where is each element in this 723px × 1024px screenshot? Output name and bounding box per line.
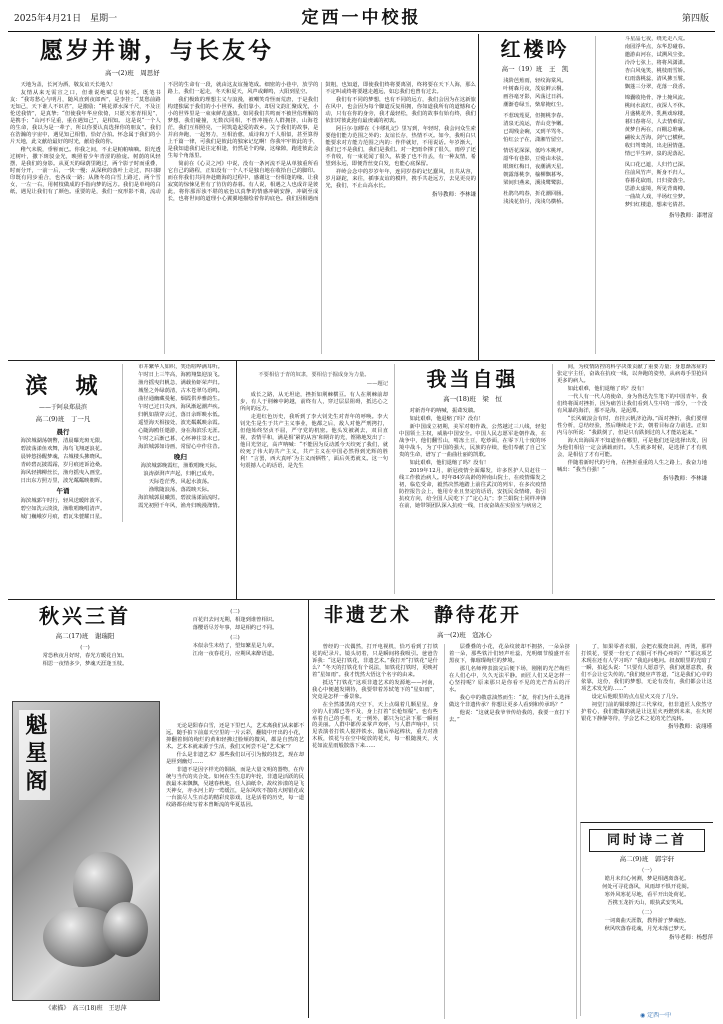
poem-line: 城堡之外绿荫清，古木苍翠鸟语鸣。 xyxy=(138,387,223,394)
poem-line: 韶华有巷影，豆菀由未弦。 xyxy=(503,155,567,162)
article-title: 非遗艺术 静待花开 xyxy=(324,604,523,626)
divider-v1 xyxy=(478,34,479,360)
poem-line: 杜鹃鸟鸣春，折花潮回肠。 xyxy=(503,190,567,197)
paragraph: 什么是非遗艺术？那些我们以可引为傲的技艺，现在却是匣到幽灯…… xyxy=(166,751,304,765)
article-title: 同时诗二首 xyxy=(589,829,705,852)
poem-line: 寒外风寒花尽地，看平开出处荷花。 xyxy=(604,891,690,898)
poem-line: 南园浮华点，东华思碰春。 xyxy=(624,43,689,50)
poem-line: 一词离曲天涯散，教得游子梦魂连。 xyxy=(604,917,690,924)
paragraph: 对新青年的呐喊，振聋发聩。 xyxy=(409,407,479,414)
poem-line: 飘蓬三分翠，花落一段香。 xyxy=(624,83,689,90)
paragraph: 新中国成立初期，美军对朝作战，公然越过三八线，轻犯中国领土主权，威胁中国安全。中国人民志愿军赴朝作战，在战争中，他们翻雪山，啃冻土豆，吃炒面，在零下几十度的环境中战斗，为了中国的强大，民族的存续，他们奉献了自己宝贵的生命，谱写了一曲曲壮丽的凯歌。 xyxy=(399,423,546,458)
article-body xyxy=(10,82,476,354)
paragraph: 曾经的一次偶然，打开电视机，恰巧看到了打铁花的纪录片。镜头切着，只是瞬间将我吸引。爸爸告诉我：“这是打铁花，非遗艺术。”我打开“打铁花”是什么？“冬天的打铁花有个说法，如铁花打铁时，更映衬着“星如雨”。我才恍然大悟这个名字的由来。 xyxy=(312,643,438,678)
article-title: 秋兴三首 xyxy=(39,604,131,628)
poem-2 xyxy=(166,609,304,658)
tutor-credit: 指导老师：杨想萍 xyxy=(668,934,713,941)
bincheng-col-1 xyxy=(10,364,116,522)
poem-line: 午时之后渐已暮，心怀神往景未已。 xyxy=(138,435,223,442)
poem-line: 已凋残金碗，又到羊骂冬。 xyxy=(503,128,567,135)
paragraph: 间，为疫情防控的科学决策贡献了重要力量；身患渐冻症的张定宇主任，奋战在抗疫一线，以奔跑的姿势，从病毒手里抢回更多的病人。 xyxy=(557,364,707,384)
stanza xyxy=(481,148,589,187)
paragraph: 成长之路，从无坦途，挫折如荆棘横亘。有人在荆棘前却步，有人于荆棘中跨越，前终有人，穿过层层阻碍，抵达心之所向的远方。 xyxy=(240,391,388,412)
article-byline: 高二(9)班 郭宇轩 xyxy=(619,855,675,864)
ziqiang-col-2 xyxy=(394,364,546,594)
poem-line: 落樱语尽芳年事，却是相约已不同。 xyxy=(192,624,278,631)
feiyi-col-2 xyxy=(444,644,570,1019)
qiuxing-col-1 xyxy=(10,603,160,669)
poem-line: 皓月未归心何测，梦是相遇离落花。 xyxy=(604,875,690,882)
paragraph: 2019年12月，新冠疫情全面爆发，许多医护人员赶往一线工作救治病人。时年84岁高龄的钟南山院士，在疫情爆发之初，临危受命，毅然决然地踏上前往武汉的列车，在多次疫情防控报告会上，他用专业且坚定的话语，安抚民众情绪，指引抗疫方向，给全国人民吃下了“定心丸”；李兰娟院士同样冲锋在前，她带领团队深入抗疫一线，日夜奋战在实验室与病房之 xyxy=(399,467,546,509)
poem-line: 画谷毫牙影，风荡过日斜。 xyxy=(503,93,567,100)
poem-line: 往前风竹声，斯身不归人。 xyxy=(624,169,689,176)
poem-lines xyxy=(10,653,160,668)
poem-line: 浅阶芭蕉雨，轻纹海棠风。 xyxy=(503,77,567,84)
poem-number: （一） xyxy=(639,867,655,874)
paragraph: 设定后他眼里的点点星火又亮了几分。 xyxy=(591,693,682,700)
poem-line: 黄梦自两在，百棚总堆裹。 xyxy=(624,126,689,133)
image-caption: 《素描》 高三(18)班 王思萍 xyxy=(45,1005,127,1012)
article-bincheng xyxy=(10,364,234,596)
paragraph: 如此艰难，他们退缩了吗？没有！ xyxy=(409,459,490,466)
page-label: 第四版 xyxy=(681,14,709,24)
poem-line: 斗星晶七夜，绕光走八荒。 xyxy=(624,36,689,42)
poem-line: 叶树森月夜，茂宸鲜云桐。 xyxy=(503,85,567,92)
article-title: 滨 城 xyxy=(25,374,101,399)
stanza xyxy=(481,113,589,144)
paragraph: 抵达“打铁花”这项非遗艺术的发源地——河南，我心中便越发期待，我要带着苏轼笔下的“星如雨”，究竟是怎样一番景象。 xyxy=(312,679,438,700)
article-body-2 xyxy=(399,408,546,510)
poem-line: 情语花深深，低吟木桃坪。 xyxy=(503,147,567,154)
poem-line: 一曲故人戏，半场红尘梦。 xyxy=(624,193,689,200)
poem-line: 常恐秋夜月好时，春光方暖花自知。 xyxy=(42,652,128,659)
poem-noon-cont xyxy=(127,364,234,451)
bincheng-col-2 xyxy=(122,364,234,522)
poem-number: (三) xyxy=(230,634,240,641)
poem-line: 午时已过日失西，海风渐起潮声疾。 xyxy=(138,403,223,410)
poem-line: 海滨城郭如诗画，常留心中作往昔。 xyxy=(138,443,223,450)
tutor-credit: 指导教师：漆增富 xyxy=(668,212,713,219)
paragraph: 祥岭会念中的岁岁年年，连同岁春的记忆蠢风，且共从容，岁月蹉跎，来往，插事友谊的模样，携手共赴远方，去见更亮的光，我们，不止山高水长。 xyxy=(325,168,476,189)
poem-col-2 xyxy=(595,36,713,354)
article-title: 红楼吟 xyxy=(500,37,570,61)
section-morning: 晨行 xyxy=(56,427,70,436)
poem-col-1 xyxy=(481,36,589,354)
feiyi-col-1 xyxy=(312,644,438,1019)
paragraph: 非遗不是因字样光的铜锅，而是大量文明的器物，在传统与当代的夹合处。如何在生生息的年轮，非遗是活跃的民族最本来飘飘，吴越春秋地，任人油纸伞，故纹涉漾的是飞天神女，亦水河上的一莺缓江，是东风吹不散的大树银花或一台演尽人生百态的精彩皮影戏，这是活着的历史，每一道纹路都在续写着本曾断流的华夏基因。 xyxy=(166,766,304,808)
article-friendship xyxy=(10,36,476,358)
poem-line: 海滨城郭晨曦黑，碧波荡漾涌流时。 xyxy=(138,495,223,502)
poem-line: 归帆如箭穿云过，落日余晖映水低。 xyxy=(138,411,223,418)
masthead xyxy=(8,6,715,32)
stanza xyxy=(600,162,713,209)
section-noon: 午诵 xyxy=(56,487,70,495)
poem-1 xyxy=(10,645,160,668)
poem-line: 城门巍峨岁月痕，碧瓦朱甍耀日星。 xyxy=(20,513,106,520)
stanza xyxy=(600,95,713,158)
poem-line: 渔舟摇曳归帆急，满载鱼虾荣声归。 xyxy=(138,379,223,386)
paragraph: 伴随着新时代的号角，在挫折重重的人生之路上，我奋力地喊出：“我当自强！” xyxy=(557,459,707,473)
article-byline: 高一(18)班 梁 恒 xyxy=(443,395,502,404)
paragraph: 了，如果零者衣服，会把衣服烧出洞，再烫，那样打铁花，要要一份无了衣服可不得心疼吗？”“那这项艺术现在还有人学习吗？”我追问地问。叔叔眼里的光暗了一瞬，拍起头说：“只要有人愿意学，我们就愿意教，我们不会让它失传的。”我们便应声答道，“这是我们心中的依靠，这份，我们的梦想，无论有没有，我们都会让这项艺术发光的……” xyxy=(581,643,712,692)
poem-lines xyxy=(581,918,713,933)
poem-line: 日出东方照万里，波光粼粼映朝晖。 xyxy=(20,478,106,485)
poem-morning xyxy=(10,438,116,485)
epigraph: 不要相信于青的奴隶，要相信于掘成身为力量。 xyxy=(258,372,370,378)
logo-icon: ◉ xyxy=(640,1012,646,1019)
poem-line: 海风轻拂柳丝长，渔舟摇曳入画堂。 xyxy=(20,470,106,477)
poem-line: 怕红公子在，潇湘竹留空。 xyxy=(503,136,567,143)
poem-line: 相思一夜情多少，梦魂天涯逢玉枝。 xyxy=(42,660,128,667)
article-ziqiang xyxy=(240,364,713,596)
stanza xyxy=(481,78,589,109)
poem-stanzas-2 xyxy=(600,36,713,209)
paragraph: 如此艰难，他们退缩了吗？没有！ xyxy=(567,385,648,392)
poem-line: 青砖碧瓦披霞霜，岁月痕迹诉沧桑。 xyxy=(20,462,106,469)
sketch-image xyxy=(12,701,160,1001)
article-title: 愿岁并谢，与长友兮 xyxy=(40,38,274,64)
poem-line: 海滨城湖荡朝瞥，清晨曝光斑无限。 xyxy=(20,438,106,445)
article-honglou xyxy=(481,36,713,358)
poem-evening xyxy=(127,463,234,510)
poem-line: 泠泠七弦上，将将风潇潇。 xyxy=(624,59,689,66)
poem-line: 心随海鸥任遨游，身在海滨乐无涯。 xyxy=(138,427,223,434)
poem-line: 思游太虚境，所见背离樽。 xyxy=(624,185,689,192)
feiyi-col-3-body xyxy=(581,644,712,723)
poem-line: 碧空如洗云淡淡，渔歌唱晚唱清声。 xyxy=(20,505,106,512)
poem-line: 市井繁华人如织，笑语喧哗满耳听。 xyxy=(138,364,223,370)
epigraph-attr: ——题记 xyxy=(366,380,388,387)
poem-line: 霞光初照千年风，渔舟归晚漫涤情。 xyxy=(138,503,223,510)
poem-line: 浅浅花拾月，浅浅鸟横桥。 xyxy=(503,198,567,205)
poem-line: 潮渐卷绿玉，柴扉掩红尘。 xyxy=(503,101,567,108)
paragraph: 一代人有一代人的使命，身为鲁迅先生笔下的中国青年，我们终将面对挫折，因为痛苦让我们看到人生中的一部分，一个没有风暴的海洋，那不是海，是泥潭。 xyxy=(557,393,707,414)
poem-line: 凤口花已遮，人归竹已深。 xyxy=(624,161,689,168)
paragraph: 那几名师傅表演完后便下场，刚刚的光芒绚烂在人们心中，久久无法平静。而匠人们又是怎样一心坚持呢？原来那只是你看不见的光芒背后的汗水。 xyxy=(449,665,570,693)
poem-line: 梦归红楼道，想来宅倩甚。 xyxy=(624,201,689,208)
article-byline: 高一(2)班 寇冰心 xyxy=(437,631,492,640)
poem-line: 收归驾鸯剑，出走困情蓬。 xyxy=(624,142,689,149)
footer-logo xyxy=(640,1012,720,1023)
poem-line: 梁间归燕来，溪浅鹭鹭影。 xyxy=(503,179,567,186)
logo-text: 定西一中 xyxy=(647,1012,672,1019)
poem-lines xyxy=(581,876,713,907)
paragraph: 海大出海面并不知道鱼在哪里，可是他们还是选择出发，因为他们相信一定会满载而归。人生就多时候，是选择了才有机会，是相信了才有可能。 xyxy=(557,437,707,458)
tutor-credit: 指导教师：李林谦 xyxy=(431,191,476,198)
article-byline: 高二(9)班 丁一凡 xyxy=(35,414,91,423)
issue-date: 2025年4月21日 星期一 xyxy=(14,14,118,24)
poem-line: 海滨城郭午时行，轻风送暖阵波平。 xyxy=(20,497,106,504)
divider-v3 xyxy=(308,600,309,1018)
poem-line: 吾携玉龙折天山，眼执武安笑风。 xyxy=(607,899,687,906)
pot-shape xyxy=(103,902,148,957)
poem-line: 翩妆太苦海，剑气已横秋。 xyxy=(624,134,689,141)
paragraph: 他说：“这就是我爷爷传给我的，我要一直打下去。” xyxy=(449,709,570,723)
qiuxing-col-2 xyxy=(166,603,304,669)
poem-line: 百花归去问无期，相逢到谁曾相识。 xyxy=(192,616,278,623)
poem-line: 碧波荡漾鱼欢舞，海鸟飞翔逐浪花。 xyxy=(20,446,106,453)
paragraph: 稚气未脱，垂髫而已。你我之间，不止是帕帕嘀嘀。阳光透过树叶，撒下斑驳金光，映照着少年青涩的脸庞。树荫的风轻摆，是我们的身影。从夏天的绿荫里跑过，两个影子时而重叠，时而分开，一前一后，一快一慢；从深秋的落叶上走过，四只脚印既有同步重合，也各成一路；从隆冬的白雪上路过，两个雪女，一左一右，用树枝做成的手指向梦的远方。我们是单纯的白纸，遇见让我们有了颜色。重要的是，我们一度形影不离，流动不居的生命有一段，就由这友谊撞笔成。细密的小巷中，放学的路上，我们一起走，冬天和夏天，风声或蝉鸣，大阳到星空。 xyxy=(10,81,319,195)
paragraph: “长风破浪会有时，直挂云帆济沧海。”面对挫折，我们要理性分析，总结经验，然后继续走下去，朝着目标奋力前进。正如内马尔所说：“我跌倒了，但是只有跌倒过的人才能站起来。” xyxy=(557,415,707,436)
poem-line: 午时日上三竿高，海鸥翔集迎浪飞。 xyxy=(138,371,223,378)
article-tongshi xyxy=(580,822,713,1016)
poem-line: 红雨落桃蕊，清风拂玉鬟。 xyxy=(624,75,689,82)
poem-line: 眼斑红梅日，夜潮满天星。 xyxy=(503,163,567,170)
paragraph: 阿巨尔·加缪在《卡缪札记》里写到，年轻时，我会问众生索要他们能力范围之外的；友谊长存，热情不灭。如今，我明白只能要求对方能力范围之内的：作伴就好，不用说话。年岁渐大，我们已不是我们，我们是我们。对一把雨伞撑了很久，雨停了还不肯收，有一束花闻了很久，枯萎了也不肯丢，有一种友情，希望到永远，即便背丝变白发，也能心底保留。 xyxy=(325,125,476,167)
poem-number: (二) xyxy=(230,609,240,615)
paragraph: 无论是阳春白雪，还是下里巴人，艺术离我们从来都不远。随手拍下前嘉天空里的一片云彩，翻镜中开出的小花，抑翻着倒的绚烂的黄和轻拂过脸颊的微风，都是自然的艺术。艺术本就来源于生活，我们又何尝不是“艺术家”？ xyxy=(166,723,304,750)
poem-line: 春暮花砍雨，日归姿落尘。 xyxy=(624,177,689,184)
poem-line: 清泉无流运，青山竞争嫩。 xyxy=(503,120,567,127)
article-byline: 高一(2)班 周思妤 xyxy=(105,69,160,78)
paragraph: 天地为盖，长河为酒，敬友谊天长地久！ xyxy=(20,81,116,88)
stanza xyxy=(481,191,589,206)
poem-line: 锦囊收艳骨，净土掩风流。 xyxy=(624,94,689,101)
section-evening: 晚归 xyxy=(174,452,187,461)
poem-line: 何处可寻花落风，风雨却不惧开花阁。 xyxy=(601,883,693,890)
poem-line: 桃间水流红，夜深人不休。 xyxy=(624,102,689,109)
poem-line: 不惹琉莲夏，但拥桃李春。 xyxy=(503,112,567,119)
stanza xyxy=(600,36,713,91)
paragraph: 祠堂门前的铜球擦过三代掌纹，但非遗匠人依然守护着心，我们能做的就是让这星火再燃到未来，在火树银花下静静等待，学会艺术之花的光芒流转。 xyxy=(581,701,712,722)
article-byline: 高一（19）班 王 凯 xyxy=(501,65,569,74)
paragraph: 我们有不同的梦想，也有不同的远方，我们会因为在这新旅在风中，也会因为每个脚道反复相拥，你如道我所有的道憾和心动，只有在你的身旁，我才最轻松，我们的故事有始有终，我们依旧对彼此抱有最虔诚的初衷。 xyxy=(325,96,476,124)
poem-line: 月盛桃花外，乳燕戏琼楼。 xyxy=(624,110,689,117)
article-body xyxy=(240,392,388,470)
divider-v2 xyxy=(236,361,237,599)
paper-name: 定西一中校报 xyxy=(301,8,422,28)
poem-1 xyxy=(581,868,713,933)
poem-line: 曲径通幽藏曼秘，烟霞供养雅韵生。 xyxy=(138,395,223,402)
paragraph: 简前在《心灵之河》中说，没有一条河流不是从单独重所看它自己的路程，正如没有一个人不是独自地在收拾自己的脚印。而在你我们共同奔赴瞻海的过程中，感谢这一份相逢的缘，让我寂寞的惊悚见世有了彷彷的春暮。有人说，相遇之人也成许是彼此，将你那浑浊不堪的底色以真挚的情感冲刷安静，冲刷至成长，也将世间的道理小心翼翼地描绘着你的底色。我们因相遇而鼓粗，也知道，即使我们终将要离别，终将要在天下人海，那么不定叫或终将要越走越远，如忘我们也曾有过去。 xyxy=(167,81,476,202)
poem-line: 渔歌随浪荡，落霞映天际。 xyxy=(148,487,213,494)
poem-lines xyxy=(166,617,304,632)
poem-line: 邀游由河在，试溯风尘张。 xyxy=(624,51,689,58)
divider-h1 xyxy=(8,360,715,361)
poem-line: 江南一夜春花月，应期风来醉语道。 xyxy=(192,650,278,657)
paragraph: 友情从来无需宣之口，但谁说绝赋总有转托。既笔书友：“我寄愁心与明月，随风直到夜郎西”，是李挂；“莫愁前路无知己，天下谁人不识君”，是激励；“桃花潭水深千尺，不及汪伦送我情”，是真挚；“但使我年华应依倚，只愿天寒青相见”，是携手；“山河不足重，重在遇知己”，是相知。 这是说“一个人的生命，我以为是一辈子，所以你要认真选择你的朋友”。我们在浩瀚的宇宙中，遇见知己相惜，恰好合拍。怀念属于我们的小片天地，此文献给最好的时光，献给我的你。 xyxy=(10,89,161,145)
poem-line: 秋风吹落春花魂，月光未落已梦天。 xyxy=(604,925,690,932)
poem-line: 杏白风兔笑，桃枝雨雪娇。 xyxy=(624,67,689,74)
paragraph: 走进红色历史，我听到了李大钊先生对青年的呼唤。李大钊先生是生于共产主义事业，他都之后，敌人对他严刑拷打，但他始终坚贞不屈，严守党的机密。他头发被剥去，双目直视，表情平和，满是相‘紧的从容’和期许的光，铿锵地发出了：他目光坚定，高声呐喊：“不能因为反动派今天绞死了我们，就绞死了伟大的共产主义，共产主义在中国必然得到光辉的胜利！”言罢，西大真呼‘为主义而牺牲’，面后英勇就义。这一句句震撼人心的话语，是先生 xyxy=(240,413,388,469)
poem-number: (一) xyxy=(80,644,90,651)
poem-line: 浪涛澎湃声声起，归帆已成舟。 xyxy=(143,471,218,478)
article-subtitle: ——于阿泉郑晨滨 xyxy=(38,404,87,412)
poem-stanzas xyxy=(481,78,589,206)
paragraph: 在全然漆黑的天空下，天上点缀着几颗星星，身旁的人们都已等不及，身上打着“长枪短棍”。也有些举着自己的手机，无一例外，都只为记录下那一瞬间的美丽。人群中都传来掌声欢呼，与人群声响中，只见表演者打铁人搅拌铁水，随后举起棒状，重力对准木板，铁花与在空中绽放的花火，每一根随漫天，火花如流星雨般散落下来…… xyxy=(312,701,438,750)
poem-number: （二） xyxy=(639,909,655,916)
paragraph: 如此艰难，他退缩了吗？没有！ xyxy=(409,415,484,422)
non-heritage-left-col xyxy=(166,723,304,1013)
paragraph: 我心中的敬意油然而生：“叔，你们为什么选择做这个非遗传承？你想让更多人看到和传承吗？” xyxy=(449,694,570,708)
poem-line: 晨钟悠扬醒梦魂，古城楼头拂晓风。 xyxy=(20,454,106,461)
poem-lines xyxy=(166,643,304,658)
article-body-3 xyxy=(557,364,707,474)
image-title: 魁星阁 xyxy=(19,710,50,800)
poem-noon xyxy=(10,498,116,521)
ziqiang-col-3 xyxy=(552,364,707,594)
divider-h2 xyxy=(8,599,715,600)
poem-line: 天际苍茫秀，风起水波荡。 xyxy=(148,479,213,486)
poem-line: 暮归春将尽，人去情难留。 xyxy=(624,118,689,125)
poem-line: 遥望海天相接处，波光粼粼映余霞。 xyxy=(138,419,223,426)
tutor-credit: 指导教师：李林谦 xyxy=(662,475,707,482)
paragraph: 我们极致的理想主义与浪漫，被嘲笑奇怪而荒唐，于是我们构建独属于我们的小小世界。我们靠小，却因文韵汇聚成光，小小的世界里是一束束鲜花盛放。如同我们共鸣而不被世俗理解的梦想，我们碰撞，无数次同相，不曾冲撞在人群拥挤，山海苍茫，我们互相照亮，一同筑造起爱的故乡。关于我们的故事，是并肩奔跑，一起努力，互相治愈，成诗和万千人相似，甚至算得上千篇一律，可我们是彼此的独家记忆啊！你我牢牢彼此的手，是我知道我们是注定相逢，仍然是个的缘，这缘隙，跑进彼此会生每个角落里。 xyxy=(167,96,319,159)
tutor-credit: 指导教师：袁翊瑾 xyxy=(667,724,712,731)
poem-line: 朝露落桃李，榆柳飘暮岑。 xyxy=(503,171,567,178)
poem-line: 本似余生未结了，望知繁星是九章。 xyxy=(192,642,278,649)
article-title: 我当自强 xyxy=(426,367,519,391)
poem-line: 情已半生碎，泉的泥落泥。 xyxy=(624,150,689,157)
article-byline: 高二(17)班 谢瑞阳 xyxy=(55,632,115,641)
paragraph: 层叠叠的小花，花朵纹彼却不拥挤，一朵朵挤着一朵，那些铁汁们轻声吐蕊，光明细节般盛开在黑夜下，像璀璨绚烂的梦境。 xyxy=(449,643,570,664)
article-qiuxing xyxy=(10,603,306,1019)
ziqiang-col-1 xyxy=(240,364,388,594)
poem-line: 海滨城郭晚霞红，渔歌唱晚天际。 xyxy=(140,463,221,470)
